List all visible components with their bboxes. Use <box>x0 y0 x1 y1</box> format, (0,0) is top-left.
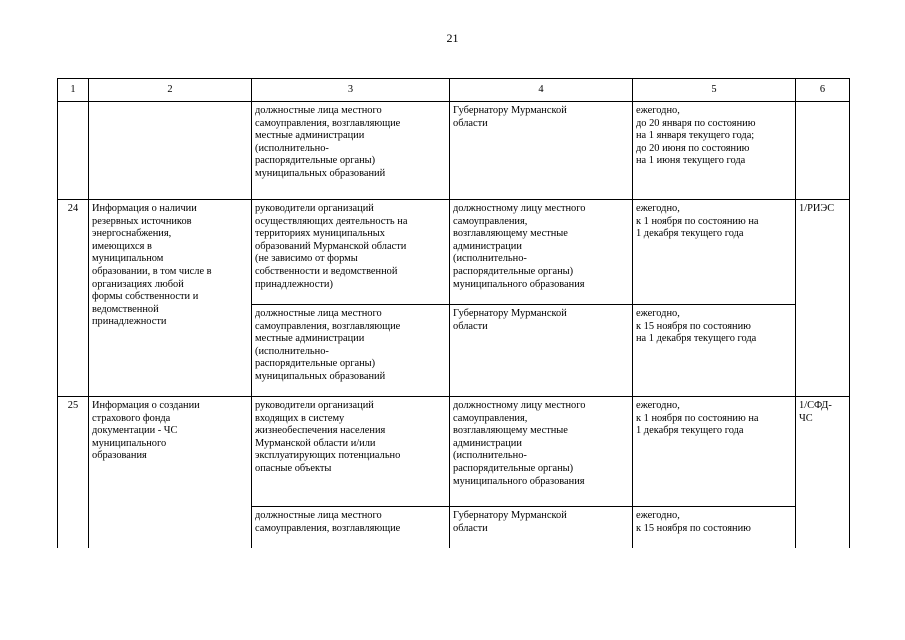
recipient-text: должностному лицу местного самоуправления, возглавляющему местные администрации (исполнительно- распорядительные органы) муниципального образования <box>453 400 586 487</box>
info-cell <box>89 397 252 549</box>
recipient-cell <box>450 305 633 397</box>
deadline-cell <box>633 397 796 507</box>
recipient-text: Губернатору Мурманской области <box>453 105 567 129</box>
deadline-cell <box>633 507 796 549</box>
recipient-text: Губернатору Мурманской области <box>453 308 567 332</box>
recipient-text: Губернатору Мурманской области <box>453 510 567 534</box>
column-header-4: 4 <box>450 79 633 102</box>
row-number-text: 24 <box>67 203 79 214</box>
table-row-25 <box>58 397 850 507</box>
deadline-text: ежегодно, к 1 ноября по состоянию на 1 декабря текущего года <box>636 400 759 437</box>
deadline-text: ежегодно, к 15 ноября по состоянию <box>636 510 751 534</box>
row-number-text: 25 <box>67 400 79 411</box>
code-text: 1/РИЭС <box>799 203 835 214</box>
row-number-cell <box>58 102 89 200</box>
responsible-text: руководители организаций входящих в систему жизнеобеспечения населения Мурманской области и/или эксплуатирующих потенциально опасные объекты <box>255 400 401 474</box>
table-header-row <box>58 79 850 102</box>
recipient-cell <box>450 397 633 507</box>
code-cell <box>796 200 850 397</box>
table-row-continuation <box>58 102 850 200</box>
deadline-text: ежегодно, к 1 ноября по состоянию на 1 декабря текущего года <box>636 203 759 240</box>
responsible-text: руководители организаций осуществляющих деятельность на территориях муниципальных образований Мурманской области (не зависимо от формы собственности и ведомственной принадлежности) <box>255 203 408 290</box>
deadline-text: ежегодно, к 15 ноября по состоянию на 1 декабря текущего года <box>636 308 757 345</box>
table-row-24 <box>58 200 850 305</box>
responsible-text: должностные лица местного самоуправления, возглавляющие местные администрации (исполнительно- распорядительные органы) муниципальных образований <box>255 308 401 382</box>
responsible-cell <box>252 305 450 397</box>
column-header-1: 1 <box>58 79 89 102</box>
deadline-text: ежегодно, до 20 января по состоянию на 1 января текущего года; до 20 июня по состоянию на 1 июня текущего года <box>636 105 756 167</box>
deadline-cell <box>633 305 796 397</box>
reporting-table <box>57 78 850 548</box>
column-header-3: 3 <box>252 79 450 102</box>
row-number-cell <box>58 200 89 397</box>
column-header-5: 5 <box>633 79 796 102</box>
responsible-cell <box>252 200 450 305</box>
info-cell <box>89 102 252 200</box>
responsible-cell <box>252 102 450 200</box>
recipient-cell <box>450 200 633 305</box>
code-text: 1/СФД- ЧС <box>799 400 832 424</box>
deadline-cell <box>633 102 796 200</box>
recipient-cell <box>450 507 633 549</box>
info-cell <box>89 200 252 397</box>
responsible-text: должностные лица местного самоуправления, возглавляющие местные администрации (исполнительно- распорядительные органы) муниципальных образований <box>255 105 401 179</box>
responsible-cell <box>252 507 450 549</box>
deadline-cell <box>633 200 796 305</box>
code-cell <box>796 102 850 200</box>
column-header-2: 2 <box>89 79 252 102</box>
info-text: Информация о создании страхового фонда документации - ЧС муниципального образования <box>92 400 200 462</box>
code-cell <box>796 397 850 549</box>
recipient-cell <box>450 102 633 200</box>
responsible-text: должностные лица местного самоуправления, возглавляющие <box>255 510 401 534</box>
page-number: 21 <box>446 31 459 45</box>
row-number-cell <box>58 397 89 549</box>
column-header-6: 6 <box>796 79 850 102</box>
responsible-cell <box>252 397 450 507</box>
info-text: Информация о наличии резервных источников энергоснабжения, имеющихся в муниципальном образовании, в том числе в организациях любой формы собственности и ведомственной принадлежности <box>92 203 212 328</box>
recipient-text: должностному лицу местного самоуправления, возглавляющему местные администрации (исполнительно- распорядительные органы) муниципального образования <box>453 203 586 290</box>
